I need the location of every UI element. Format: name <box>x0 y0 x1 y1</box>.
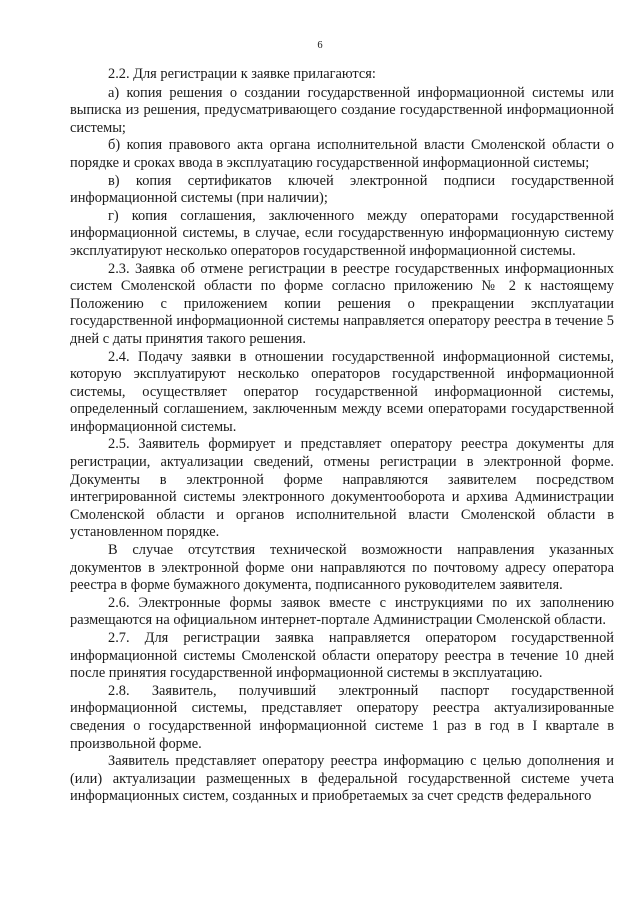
paragraph-2-7: 2.7. Для регистрации заявка направляется оператором государственной информационной системы Смоленской области оператору реестра в течение 10 дней после принятия государственной информационной системы в эксплуатацию. <box>70 630 614 682</box>
paragraph-2-2-b: б) копия правового акта органа исполнительной власти Смоленской области о порядке и сроках ввода в эксплуатацию государственной информационной системы; <box>70 137 614 171</box>
paragraph-2-2: 2.2. Для регистрации к заявке прилагаются: <box>108 66 376 82</box>
paragraph-2-8: 2.8. Заявитель, получивший электронный паспорт государственной информационной системы, представляет оператору реестра актуализированные сведения о государственной информационной системе 1 раз в год в I квартале в произвольной форме. <box>70 682 614 752</box>
paragraph-2-5: 2.5. Заявитель формирует и представляет оператору реестра документы для регистрации, актуализации сведений, отмены регистрации в электронной форме. Документы в электронной форме направляются заявителем посредством интегрированной системы электронного документооборота и архива Администрации Смоленской области и органов исполнительной власти Смоленской области в установленном порядке. <box>70 436 614 541</box>
paragraph-2-2-g: г) копия соглашения, заключенного между операторами государственной информационной системы, в случае, если государственную информационную систему эксплуатируют несколько операторов государственной информационной системы. <box>70 207 614 259</box>
paragraph-2-8-note: Заявитель представляет оператору реестра информацию с целью дополнения и (или) актуализации размещенных в федеральной государственной системе учета информационных систем, созданных и приобретаемых за счет средств федерального <box>70 753 614 805</box>
paragraph-2-2-v: в) копия сертификатов ключей электронной подписи государственной информационной системы (при наличии); <box>70 172 614 207</box>
paragraph-2-3: 2.3. Заявка об отмене регистрации в реестре государственных информационных систем Смоленской области по форме согласно приложению № 2 к настоящему Положению с приложением копии решения о прекращении эксплуатации государственной информационной системы направляется оператору реестра в течение 5 дней с даты принятия такого решения. <box>70 260 614 347</box>
document-body <box>70 66 614 806</box>
paragraph-2-2-a: а) копия решения о создании государственной информационной системы или выписка из решения, предусматривающего создание государственной информационной системы; <box>70 84 614 136</box>
paragraph-2-5-note: В случае отсутствия технической возможности направления указанных документов в электронной форме они направляются по почтовому адресу оператора реестра в форме бумажного документа, подписанного руководителем заявителя. <box>70 542 614 594</box>
paragraph-2-4: 2.4. Подачу заявки в отношении государственной информационной системы, которую эксплуатируют несколько операторов государственной информационной системы, осуществляет оператор государственной информационной системы, определенный соглашением, заключенным между всеми операторами государственной информационной системы. <box>70 348 614 435</box>
page-number: 6 <box>317 40 323 51</box>
paragraph-2-6: 2.6. Электронные формы заявок вместе с инструкциями по их заполнению размещаются на официальном интернет-портале Администрации Смоленской области. <box>70 594 614 629</box>
